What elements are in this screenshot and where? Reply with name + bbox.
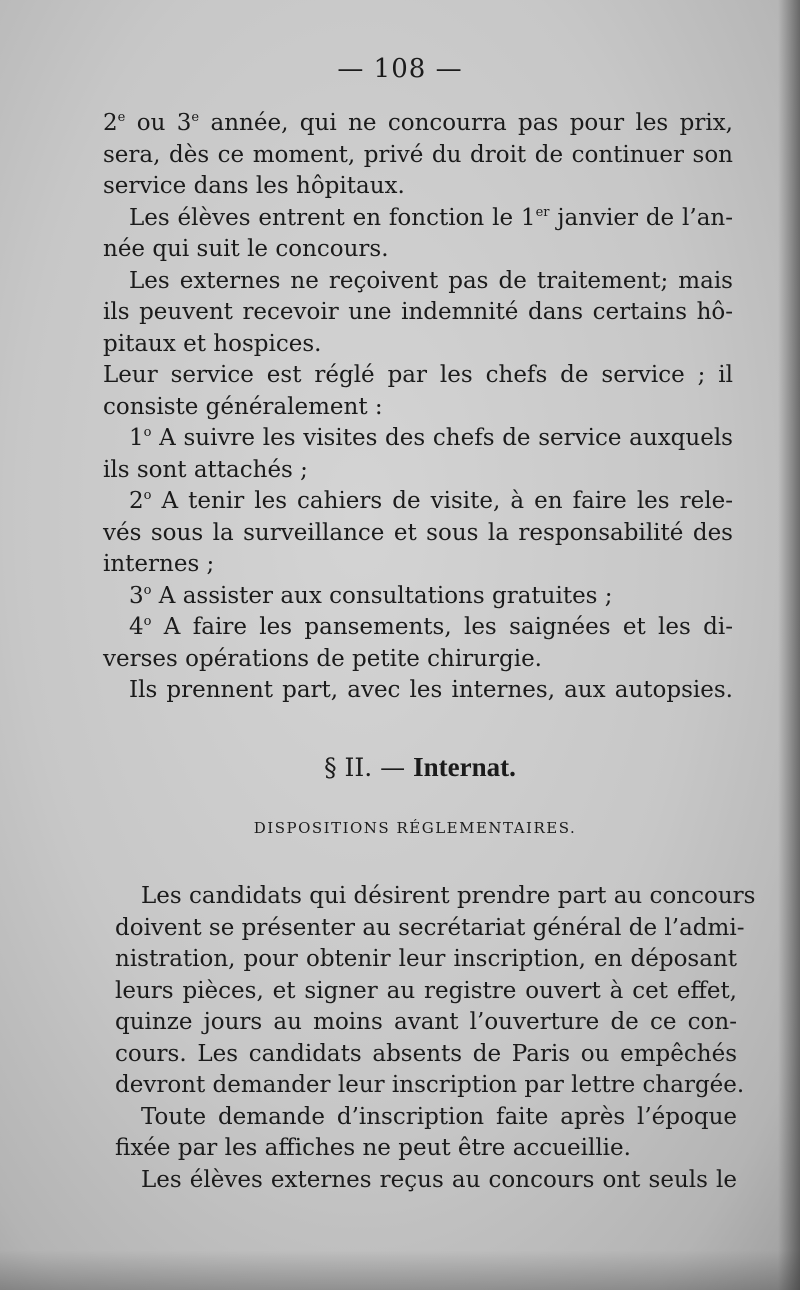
text-block-externat — [103, 108, 733, 707]
text-block-internat — [115, 881, 756, 1196]
text-line: sera, dès ce moment, privé du droit de continuer son — [103, 141, 733, 168]
text-line: Les externes ne reçoivent pas de traitement; mais — [129, 267, 733, 294]
text-line: Ils prennent part, avec les internes, aux autopsies. — [129, 677, 733, 703]
text-line: Leur service est réglé par les chefs de service ; il — [103, 362, 733, 388]
text-line: devront demander leur inscription par lettre chargée. — [115, 1072, 745, 1098]
text-line: 2e ou 3e année, qui ne concourra pas pour les prix, — [103, 110, 733, 136]
text-line: Les élèves entrent en fonction le 1er janvier de l’an- — [129, 204, 734, 231]
section-title: Internat. — [413, 752, 516, 782]
text-line: née qui suit le concours. — [103, 236, 389, 262]
text-line: pitaux et hospices. — [103, 330, 322, 357]
text-line: cours. Les candidats absents de Paris ou empêchés — [115, 1040, 737, 1067]
text-line: 4$^o$ A faire les pansements, les saignées et les di- — [129, 614, 733, 640]
text-line: verses opérations de petite chirurgie. — [103, 645, 542, 672]
text-line: nistration, pour obtenir leur inscription, en déposant — [115, 946, 737, 972]
text-line: Les élèves externes reçus au concours ont seuls le — [141, 1166, 737, 1193]
text-line: consiste généralement : — [103, 393, 383, 420]
section-heading — [0, 752, 800, 783]
section-number: § II. — — [324, 753, 414, 782]
text-line: quinze jours au moins avant l’ouverture de ce con- — [115, 1009, 737, 1035]
text-line: 3$^o$ A assister aux consultations gratuites ; — [129, 582, 613, 609]
text-line: doivent se présenter au secrétariat général de l’admi- — [115, 914, 745, 941]
subheading: DISPOSITIONS RÉGLEMENTAIRES. — [253, 819, 577, 837]
page-number: — 108 — — [337, 54, 463, 84]
text-line: service dans les hôpitaux. — [103, 173, 405, 199]
page-edge-shadow — [778, 0, 800, 1290]
text-line: leurs pièces, et signer au registre ouvert à cet effet, — [115, 977, 737, 1004]
text-line: internes ; — [103, 551, 215, 577]
text-line: Toute demande d’inscription faite après l’époque — [141, 1103, 737, 1130]
text-line: Les candidats qui désirent prendre part au concours — [141, 883, 756, 909]
page-bottom-shadow — [0, 1250, 800, 1290]
text-line: 1$^o$ A suivre les visites des chefs de service auxquels — [129, 425, 733, 451]
text-line: ils peuvent recevoir une indemnité dans certains hô- — [103, 299, 733, 325]
text-line: ils sont attachés ; — [103, 456, 308, 483]
text-line: vés sous la surveillance et sous la responsabilité des — [103, 519, 733, 546]
text-line: fixée par les affiches ne peut être accueillie. — [115, 1135, 631, 1161]
text-line: 2$^o$ A tenir les cahiers de visite, à en faire les rele- — [129, 488, 733, 514]
